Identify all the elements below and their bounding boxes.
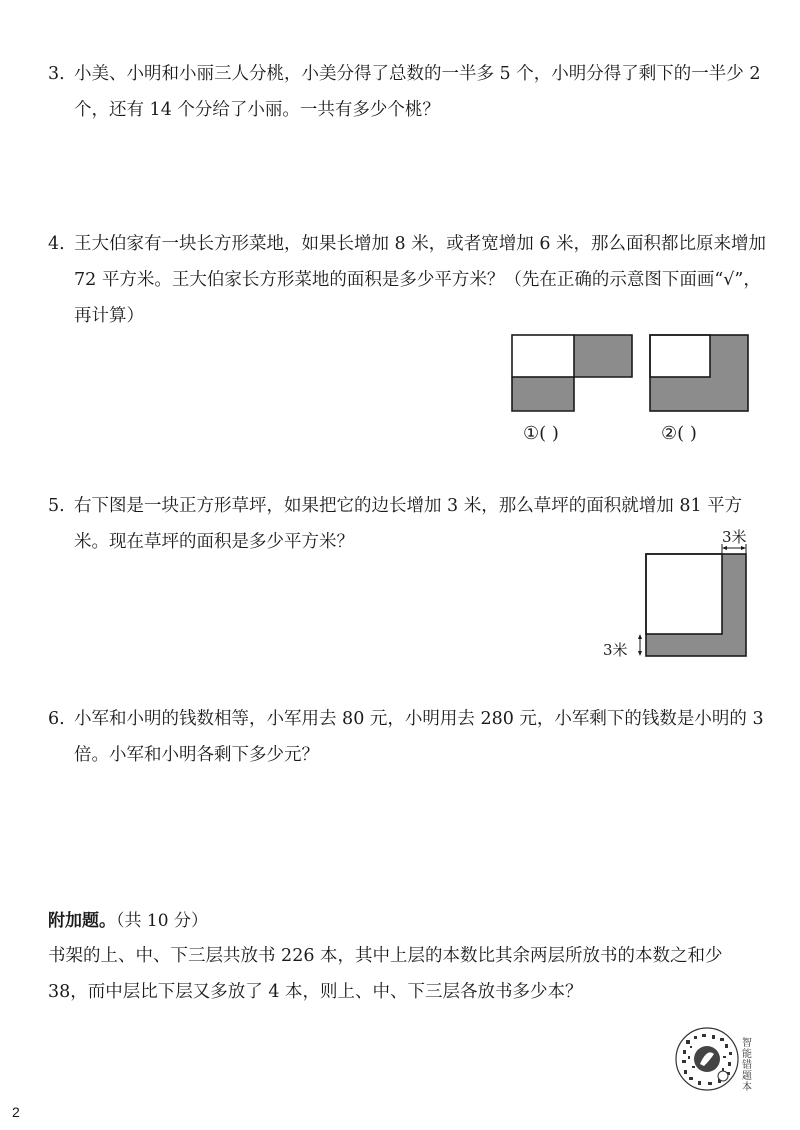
extension-region	[650, 335, 748, 411]
original-square	[646, 554, 722, 634]
extra-length-region	[574, 335, 632, 377]
added-region	[646, 554, 746, 656]
bonus-question-text: 书架的上、中、下三层共放书 226 本，其中上层的本数比其余两层所放书的本数之和少 38，而中层比下层又多放了 4 本，则上、中、下三层各放书多少本？	[48, 946, 723, 1002]
bonus-title: 附加题。	[48, 911, 116, 931]
bonus-heading	[48, 906, 208, 931]
extra-width-region	[512, 377, 574, 411]
square-lawn-diagram	[636, 544, 752, 662]
question-text: 王大伯家有一块长方形菜地，如果长增加 8 米，或者宽增加 6 米，那么面积都比原来增加 72 平方米。王大伯家长方形菜地的面积是多少平方米？（先在正确的示意图下面画“√”，再计算）	[74, 234, 767, 326]
diagram-option-2	[648, 333, 750, 413]
top-dimension-label: 3米	[722, 528, 747, 546]
qr-code-icon[interactable]	[674, 1026, 740, 1092]
option-2-label: ②( )	[661, 423, 697, 444]
question-number: 6.	[48, 709, 65, 729]
option-1-label: ①( )	[523, 423, 559, 444]
left-dimension-label: 3米	[603, 641, 628, 659]
question-text: 小军和小明的钱数相等，小军用去 80 元，小明用去 280 元，小军剩下的钱数是小明的 3 倍。小军和小明各剩下多少元？	[74, 709, 764, 765]
question-number: 5.	[48, 496, 65, 516]
question-text: 右下图是一块正方形草坪，如果把它的边长增加 3 米，那么草坪的面积就增加 81 平方米。现在草坪的面积是多少平方米？	[74, 496, 743, 552]
question-4	[48, 226, 768, 334]
question-6	[48, 701, 768, 773]
question-3	[48, 56, 768, 128]
original-rectangle	[650, 335, 710, 377]
question-number: 4.	[48, 234, 65, 254]
bonus-points: （共 10 分）	[116, 911, 208, 931]
diagram-option-1	[510, 333, 634, 413]
question-text: 小美、小明和小丽三人分桃，小美分得了总数的一半多 5 个，小明分得了剩下的一半少 2 个，还有 14 个分给了小丽。一共有多少个桃？	[74, 64, 761, 120]
qr-caption: 智能错题本	[742, 1038, 752, 1093]
question-number: 3.	[48, 64, 65, 84]
original-rectangle	[512, 335, 574, 377]
page-number: 2	[12, 1104, 20, 1120]
